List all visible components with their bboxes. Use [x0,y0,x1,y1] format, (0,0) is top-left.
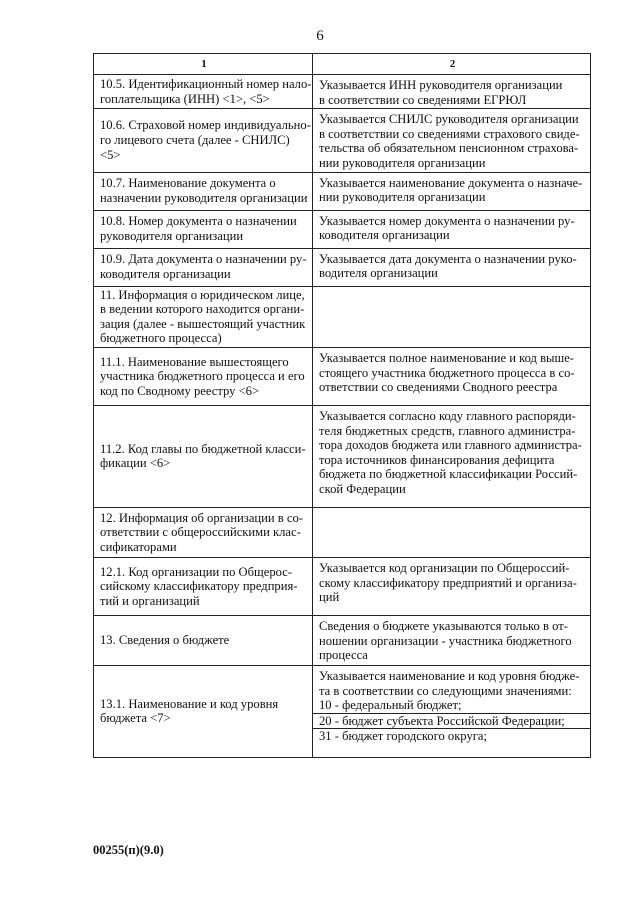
field-name-line: участника бюджетного процесса и его [100,369,305,384]
field-description-line: Указывается наименование документа о назначе- [319,175,583,190]
field-description-cell [313,286,591,347]
field-description-line: процесса [319,648,368,663]
table-row [94,172,591,210]
field-description-line: Указывается полное наименование и код выше- [319,350,574,365]
table-row [94,347,591,405]
field-description-cell [313,248,591,286]
field-description-line: ношении организации - участника бюджетного [319,633,572,648]
field-description-cell [313,507,591,557]
field-name-line: 10.6. Страховой номер индивидуально- [100,118,311,133]
field-name-cell [94,557,313,615]
field-description-line: Указывается согласно коду главного распоряди- [319,408,576,423]
table-row [94,405,591,507]
field-description-cell [313,615,591,665]
field-description-cell [313,75,591,109]
field-name-line: 10.9. Дата документа о назначении ру- [100,252,307,267]
field-name-cell [94,109,313,172]
field-description-line: ской Федерации [319,481,406,496]
field-name-cell [94,507,313,557]
field-description-line: Сведения о бюджете указываются только в от- [319,618,568,633]
field-description-line: Указывается СНИЛС руководителя организации [319,112,579,127]
field-name-line: <5> [100,147,121,162]
field-description-line: Указывается ИНН руководителя организации [319,78,563,92]
table-row [94,557,591,615]
field-name-line: 13.1. Наименование и код уровня [100,696,279,711]
field-description-cell [313,665,591,757]
field-description-line: Указывается номер документа о назначении ру- [319,213,575,228]
field-name-line: сификаторами [100,539,177,554]
field-name-cell [94,75,313,109]
page-number: 6 [316,28,324,44]
table-row [94,248,591,286]
field-name-cell [94,248,313,286]
table-row [94,507,591,557]
field-name-line: зация (далее - вышестоящий участник [100,316,306,331]
field-description-line: 20 - бюджет субъекта Российской Федерации; [313,713,590,729]
field-name-cell [94,615,313,665]
field-description-line: в соответствии со сведениями ЕГРЮЛ [319,92,527,107]
field-description-line: Указывается наименование и код уровня бюдже- [319,668,580,683]
field-description-cell [313,557,591,615]
field-description-line: тора доходов бюджета или главного администра- [319,438,582,453]
field-name-line: 13. Сведения о бюджете [100,633,230,648]
field-description-cell [313,347,591,405]
field-name-line: 10.5. Идентификационный номер нало- [100,77,312,91]
field-description-cell [313,172,591,210]
field-description-line: бюджета по бюджетной классификации Россий- [319,467,578,482]
field-name-line: гоплательщика (ИНН) <1>, <5> [100,91,270,106]
field-name-line: назначении руководителя организации [100,191,308,206]
field-description-line: нии руководителя организации [319,190,486,205]
column-header-2: 2 [313,54,591,75]
table-row [94,75,591,109]
field-name-line: 10.8. Номер документа о назначении [100,214,297,229]
field-description-line: Указывается код организации по Общероссий- [319,560,570,575]
field-name-line: руководителя организации [100,229,244,244]
field-name-line: 11.2. Код главы по бюджетной класси- [100,441,306,456]
table-row [94,286,591,347]
table-row [94,615,591,665]
field-name-cell [94,665,313,757]
field-description-cell [313,109,591,172]
field-description-line: 31 - бюджет городского округа; [313,728,590,744]
field-name-line: 10.7. Наименование документа о [100,176,276,191]
field-name-line: бюджета <7> [100,711,171,726]
field-description-line: 10 - федеральный бюджет; [319,698,462,713]
table-header-row [94,54,591,75]
field-description-line: ководителя организации [319,228,450,243]
field-name-cell [94,347,313,405]
field-description-line: теля бюджетных средств, главного администра- [319,423,576,438]
field-name-line: ответствии с общероссийскими клас- [100,525,301,540]
field-description-line: скому классификатору предприятий и организа- [319,575,577,590]
field-name-line: бюджетного процесса) [100,331,222,346]
field-description-line: в соответствии со сведениями страхового свиде- [319,126,580,141]
document-code: 00255(п)(9.0) [93,843,164,857]
field-description-line: тора источников финансирования дефицита [319,452,555,467]
field-name-line: сийскому классификатору предприя- [100,579,298,594]
field-name-cell [94,210,313,248]
field-name-line: 11.1. Наименование вышестоящего [100,354,289,369]
field-name-cell [94,405,313,507]
field-description-line: тельства об обязательном пенсионном страхова- [319,141,579,156]
field-name-line: 11. Информация о юридическом лице, [100,287,305,302]
field-description-line: ций [319,590,340,605]
field-name-line: фикации <6> [100,456,171,471]
table-row [94,210,591,248]
field-description-line: стоящего участника бюджетного процесса в со- [319,365,575,380]
field-description-line: нии руководителя организации [319,155,486,170]
field-description-line: та в соответствии со следующими значениями: [319,683,572,698]
field-name-line: го лицевого счета (далее - СНИЛС) [100,133,290,148]
table-row [94,665,591,757]
field-name-line: в ведении которого находится органи- [100,302,305,317]
field-name-line: код по Сводному реестру <6> [100,383,260,398]
field-description-line: Указывается дата документа о назначении руко- [319,251,577,266]
table-row [94,109,591,172]
field-name-line: тий и организаций [100,593,200,608]
field-name-cell [94,286,313,347]
field-description-line: ответствии со сведениями Сводного реестра [319,380,558,395]
field-description-cell [313,405,591,507]
field-description-line: водителя организации [319,266,438,281]
field-name-line: ководителя организации [100,267,231,282]
field-description-cell [313,210,591,248]
column-header-1: 1 [94,54,313,75]
field-name-line: 12.1. Код организации по Общерос- [100,564,293,579]
field-name-line: 12. Информация об организации в со- [100,510,303,525]
field-name-cell [94,172,313,210]
document-table [93,53,591,758]
